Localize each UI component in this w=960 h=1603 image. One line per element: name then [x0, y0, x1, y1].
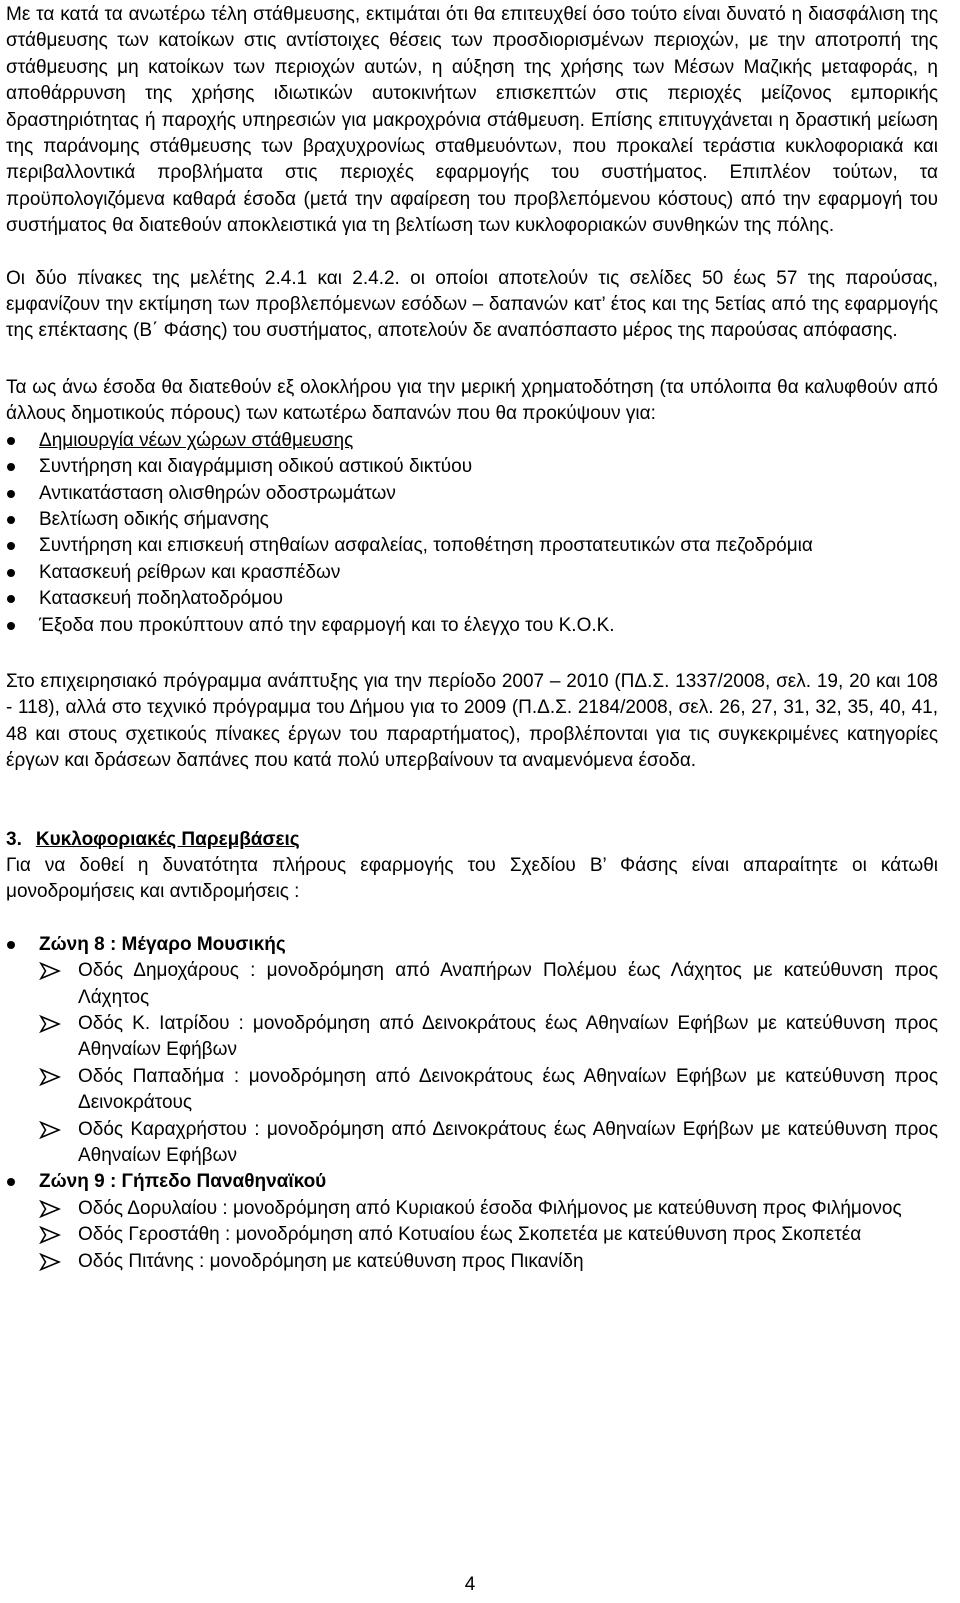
- section-title: Κυκλοφοριακές Παρεμβάσεις: [35, 828, 300, 850]
- expense-item: Συντήρηση και διαγράμμιση οδικού αστικού δικτύου: [6, 454, 938, 480]
- expense-item: Αντικατάσταση ολισθηρών οδοστρωμάτων: [6, 481, 938, 507]
- arrow-bullet-icon: [39, 1226, 61, 1244]
- zone-title: Ζώνη 9 : Γήπεδο Παναθηναϊκού: [39, 1171, 327, 1193]
- arrow-bullet-icon: [39, 1253, 61, 1271]
- arrow-bullet-icon: [39, 1068, 61, 1086]
- page-number: 4: [464, 1574, 476, 1595]
- expense-item: Κατασκευή ρείθρων και κρασπέδων: [6, 560, 938, 586]
- street-list: [39, 958, 938, 1169]
- expense-item: Κατασκευή ποδηλατοδρόμου: [6, 586, 938, 612]
- street-item: Οδός Κ. Ιατρίδου : μονοδρόμηση από Δεινοκράτους έως Αθηναίων Εφήβων με κατεύθυνση προς Αθηναίων Εφήβων: [39, 1011, 938, 1064]
- zone-item: [6, 1169, 938, 1275]
- section-number: 3.: [6, 828, 22, 850]
- paragraph-revenue-allocation: Τα ως άνω έσοδα θα διατεθούν εξ ολοκλήρου για την μερική χρηματοδότηση (τα υπόλοιπα θα καλυφθούν από άλλους δημοτικούς πόρους) των κατωτέρω δαπανών που θα προκύψουν για:: [6, 376, 938, 425]
- expense-item: Έξοδα που προκύπτουν από την εφαρμογή και το έλεγχο του Κ.Ο.Κ.: [6, 613, 938, 639]
- street-item: Οδός Καραχρήστου : μονοδρόμηση από Δεινοκράτους έως Αθηναίων Εφήβων με κατεύθυνση προς Αθηναίων Εφήβων: [39, 1117, 938, 1170]
- street-item: Οδός Πιτάνης : μονοδρόμηση με κατεύθυνση προς Πικανίδη: [39, 1249, 938, 1275]
- zone-title: Ζώνη 8 : Μέγαρο Μουσικής: [39, 933, 286, 955]
- arrow-bullet-icon: [39, 1015, 61, 1033]
- expense-item: Συντήρηση και επισκευή στηθαίων ασφαλείας, τοποθέτηση προστατευτικών στα πεζοδρόμια: [6, 533, 938, 559]
- zone-item: [6, 932, 938, 1170]
- arrow-bullet-icon: [39, 962, 61, 980]
- section-heading: [6, 827, 938, 853]
- expense-item: Βελτίωση οδικής σήμανσης: [6, 507, 938, 533]
- paragraph-operational-program: Στο επιχειρησιακό πρόγραμμα ανάπτυξης για την περίοδο 2007 – 2010 (ΠΔ.Σ. 1337/2008, σελ. 19, 20 και 108 - 118), αλλά στο τεχνικό πρόγραμμα του Δήμου για το 2009 (Π.Δ.Σ. 2184/2008, σελ. 26, 27, 31, 32, 35, 40, 41, 48 και στους σχετικούς πίνακες έργων του παραρτήματος), προβλέπονται για τις συγκεκριμένες κατηγορίες έργων και δράσεων δαπάνες που κατά πολύ υπερβαίνουν τα αναμενόμενα έσοδα.: [6, 670, 938, 772]
- expense-list: [6, 428, 938, 639]
- street-item: Οδός Παπαδήμα : μονοδρόμηση από Δεινοκράτους έως Αθηναίων Εφήβων με κατεύθυνση προς Δεινοκράτους: [39, 1064, 938, 1117]
- street-list: [39, 1196, 938, 1275]
- paragraph-revenue-tables: Οι δύο πίνακες της μελέτης 2.4.1 και 2.4.2. οι οποίοι αποτελούν τις σελίδες 50 έως 57 της παρούσας, εμφανίζουν την εκτίμηση των προβλεπόμενων εσόδων – δαπανών κατ’ έτος και της 5ετίας από της εφαρμογής της επέκτασης (Β΄ Φάσης) του συστήματος, αποτελούν δε αναπόσπαστο μέρος της παρούσας απόφασης.: [6, 267, 938, 342]
- street-item: Οδός Δορυλαίου : μονοδρόμηση από Κυριακού έσοδα Φιλήμονος με κατεύθυνση προς Φιλήμονος: [39, 1196, 938, 1222]
- zone-list: [6, 932, 938, 1275]
- expense-item: Δημιουργία νέων χώρων στάθμευσης: [6, 428, 938, 454]
- arrow-bullet-icon: [39, 1200, 61, 1218]
- arrow-bullet-icon: [39, 1121, 61, 1139]
- street-item: Οδός Δημοχάρους : μονοδρόμηση από Αναπήρων Πολέμου έως Λάχητος με κατεύθυνση προς Λάχητος: [39, 958, 938, 1011]
- document-page: [6, 2, 938, 1275]
- street-item: Οδός Γεροστάθη : μονοδρόμηση από Κοτυαίου έως Σκοπετέα με κατεύθυνση προς Σκοπετέα: [39, 1222, 938, 1248]
- section-intro: Για να δοθεί η δυνατότητα πλήρους εφαρμογής του Σχεδίου Β’ Φάσης είναι απαραίτητε οι κάτωθι μονοδρομήσεις και αντιδρομήσεις :: [6, 854, 938, 903]
- paragraph-parking-goals: Με τα κατά τα ανωτέρω τέλη στάθμευσης, εκτιμάται ότι θα επιτευχθεί όσο τούτο είναι δυνατό η διασφάλιση της στάθμευσης των κατοίκων στις αντίστοιχες θέσεις των προσδιορισμένων περιοχών, με την αποτροπή της στάθμευσης μη κατοίκων των περιοχών αυτών, η αύξηση της χρήσης των Μέσων Μαζικής μεταφοράς, η αποθάρρυνση της χρήσης ιδιωτικών αυτοκινήτων επισκεπτών στις περιοχές μείζονος εμπορικής δραστηριότητας ή παροχής υπηρεσιών για μακροχρόνια στάθμευση. Επίσης επιτυγχάνεται η δραστική μείωση της παράνομης στάθμευσης των βραχυχρονίως σταθμευόντων, που προκαλεί τεράστια κυκλοφοριακά και περιβαλλοντικά προβλήματα στις περιοχές εφαρμογής του συστήματος. Επιπλέον τούτων, τα προϋπολογιζόμενα καθαρά έσοδα (μετά την αφαίρεση του προβλεπόμενου κόστους) από την εφαρμογή του συστήματος θα διατεθούν αποκλειστικά για τη βελτίωση των κυκλοφοριακών συνθηκών της πόλης.: [6, 4, 938, 237]
